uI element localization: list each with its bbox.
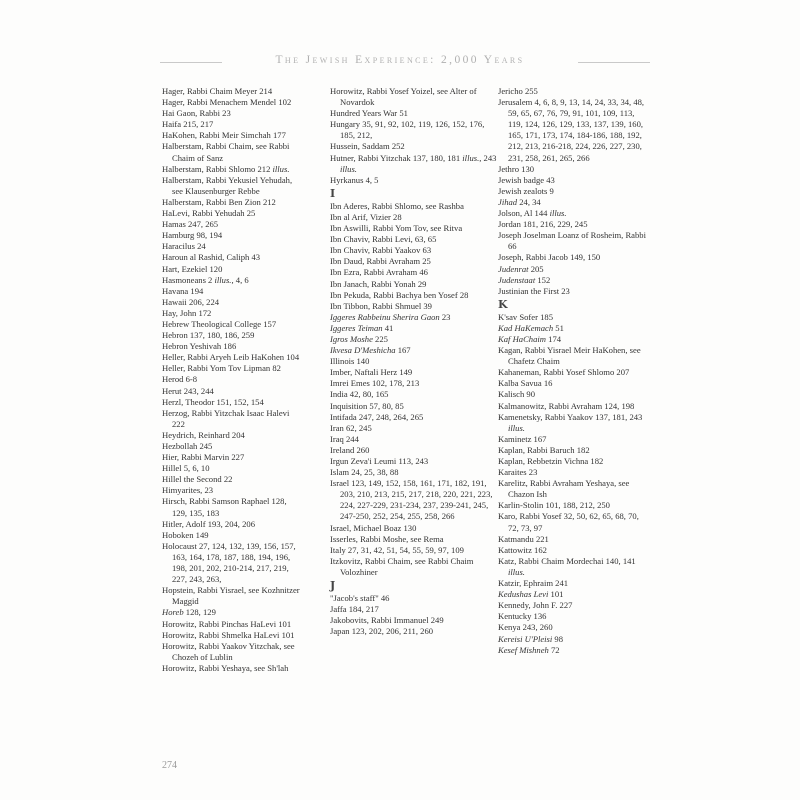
- index-entry-text: Iran 62, 245: [330, 422, 372, 433]
- index-entry: [330, 556, 498, 578]
- index-entry-text: Islam 24, 25, 38, 88: [330, 467, 399, 478]
- index-entry-text: "Jacob's staff" 46: [330, 593, 390, 604]
- index-entry: [330, 345, 498, 356]
- illus-marker: illus.: [508, 422, 525, 433]
- index-entry-text: Katz, Rabbi Chaim Mordechai 140, 141: [498, 555, 636, 566]
- index-entry: [330, 175, 498, 186]
- index-entry: [162, 141, 302, 163]
- index-entry-text: Hager, Rabbi Chaim Meyer 214: [162, 86, 273, 96]
- index-entry-text: Kaf HaChaim: [498, 333, 546, 344]
- index-entry-pages: 23: [439, 311, 451, 322]
- index-entry-text: Ibn Aderes, Rabbi Shlomo, see Rashba: [330, 200, 464, 211]
- index-entry-text: Horowitz, Rabbi Pinchas HaLevi 101: [162, 618, 292, 629]
- index-entry-pages: 225: [372, 333, 388, 344]
- index-entry-text: Ibn Aswilli, Rabbi Yom Tov, see Ritva: [330, 223, 463, 234]
- index-entry-text: Karaites 23: [498, 467, 538, 478]
- index-entry: [498, 545, 650, 556]
- index-entry-text: Iggeres Rabbeinu Sherira Gaon: [330, 311, 440, 322]
- index-entry-text: Ireland 260: [330, 444, 370, 455]
- index-entry-pages: 51: [553, 322, 564, 333]
- index-entry-text: Karlin-Stolin 101, 188, 212, 250: [498, 500, 610, 511]
- index-entry-text: Kenya 243, 260: [498, 622, 553, 633]
- index-entry-text: Hundred Years War 51: [330, 108, 408, 119]
- index-entry-text: Hai Gaon, Rabbi 23: [162, 108, 231, 119]
- index-entry-text: Jihad: [498, 196, 518, 207]
- index-entry-text: Israel, Michael Boaz 130: [330, 522, 417, 533]
- index-entry-text: Haifa 215, 217: [162, 119, 214, 130]
- index-entry: [162, 341, 302, 352]
- index-entry-text: Hitler, Adolf 193, 204, 206: [162, 518, 255, 529]
- index-entry-text: Hier, Rabbi Marvin 227: [162, 452, 245, 463]
- index-entry: [498, 197, 650, 208]
- index-entry: [330, 626, 498, 637]
- index-entry-text: Kattowitz 162: [498, 544, 547, 555]
- index-entry-text: Herzl, Theodor 151, 152, 154: [162, 396, 264, 407]
- index-entry: [330, 593, 498, 604]
- index-entry-text: Kedushas Levi: [498, 589, 549, 600]
- index-entry-text: Israel 123, 149, 152, 158, 161, 171, 182, 191, 203, 210, 213, 215, 217, 218, 220, 221, 223, 224, 227-229, 231-234, 237, 239-241, 245, 247-250, 252, 254, 255, 258, 266: [330, 478, 493, 522]
- index-entry: [162, 197, 302, 208]
- index-entry: [330, 467, 498, 478]
- index-entry-text: Ibn Daud, Rabbi Avraham 25: [330, 256, 431, 267]
- index-entry-text: Kennedy, John F. 227: [498, 600, 573, 611]
- index-entry: [162, 363, 302, 374]
- index-entry: [498, 230, 650, 252]
- index-entry: [162, 397, 302, 408]
- index-entry: [330, 256, 498, 267]
- index-entry: [498, 456, 650, 467]
- index-entry-text: Katzir, Ephraim 241: [498, 578, 569, 589]
- index-entry-pages: 24, 34: [517, 196, 541, 207]
- index-entry-text: Kalmanowitz, Rabbi Avraham 124, 198: [498, 400, 635, 411]
- illus-marker: illus.: [270, 163, 290, 174]
- index-entry: [330, 301, 498, 312]
- index-entry-text: Jewish badge 43: [498, 174, 555, 185]
- index-entry: [330, 119, 498, 141]
- index-entry: [330, 86, 498, 108]
- index-entry: [162, 607, 302, 618]
- index-entry: [330, 615, 498, 626]
- index-entry: [162, 630, 302, 641]
- index-entry: [162, 308, 302, 319]
- index-entry: [330, 234, 498, 245]
- index-entry-text: Horowitz, Rabbi Yosef Yoizel, see Alter of Novardok: [330, 86, 477, 108]
- index-entry-text: Jordan 181, 216, 229, 245: [498, 219, 588, 230]
- index-entry-text: Hutner, Rabbi Yitzchak 137, 180, 181: [330, 152, 461, 163]
- index-entry: [498, 252, 650, 263]
- index-entry-text: Kaminetz 167: [498, 433, 547, 444]
- header-rule-right: [578, 62, 650, 63]
- index-entry: [330, 604, 498, 615]
- index-entry-text: Kagan, Rabbi Yisrael Meir HaKohen, see Chafetz Chaim: [498, 345, 641, 367]
- index-entry-text: Herod 6-8: [162, 374, 198, 385]
- index-entry: [162, 408, 302, 430]
- index-entry-text: Heller, Rabbi Aryeh Leib HaKohen 104: [162, 352, 300, 363]
- section-letter-heading: J: [330, 579, 336, 593]
- index-entry-text: Heller, Rabbi Yom Tov Lipman 82: [162, 363, 281, 374]
- index-entry: [162, 663, 302, 674]
- index-entry-text: Jakobovits, Rabbi Immanuel 249: [330, 615, 444, 626]
- index-entry: [330, 141, 498, 152]
- index-entry: [162, 619, 302, 630]
- index-entry-text: Jewish zealots 9: [498, 185, 554, 196]
- index-entry-text: Hopstein, Rabbi Yisrael, see Kozhnitzer Maggid: [162, 585, 300, 607]
- index-entry-pages: , 4, 6: [231, 274, 249, 285]
- header-rule-left: [160, 62, 222, 63]
- index-entry-text: Hoboken 149: [162, 529, 209, 540]
- index-entry-text: Karo, Rabbi Yosef 32, 50, 62, 65, 68, 70, 72, 73, 97: [498, 511, 639, 533]
- index-entry: [330, 367, 498, 378]
- index-entry: [498, 511, 650, 533]
- index-entry: [162, 452, 302, 463]
- illus-marker: illus.: [508, 566, 525, 577]
- index-entry: [162, 108, 302, 119]
- index-entry: [162, 386, 302, 397]
- index-entry-pages: 152: [535, 274, 551, 285]
- index-entry: [162, 130, 302, 141]
- index-entry: [498, 467, 650, 478]
- index-entry-text: Hebron Yeshivah 186: [162, 341, 237, 352]
- index-entry-text: Jericho 255: [498, 86, 538, 96]
- illus-marker: illus.: [340, 163, 357, 174]
- index-entry: [162, 485, 302, 496]
- index-entry: [330, 201, 498, 212]
- index-entry-text: Hawaii 206, 224: [162, 296, 220, 307]
- index-entry: [330, 412, 498, 423]
- index-entry-text: Hirsch, Rabbi Samson Raphael 128, 129, 135, 183: [162, 496, 287, 518]
- index-entry-text: Irgun Zeva'i Leumi 113, 243: [330, 456, 429, 466]
- index-entry-text: Ibn Ezra, Rabbi Avraham 46: [330, 267, 428, 278]
- index-entry: [330, 389, 498, 400]
- index-entry-text: Itzkovitz, Rabbi Chaim, see Rabbi Chaim Volozhiner: [330, 555, 474, 577]
- index-entry: [162, 286, 302, 297]
- index-entry-text: Jaffa 184, 217: [330, 604, 379, 615]
- index-entry-text: Horowitz, Rabbi Yaakov Yitzchak, see Chozeh of Lublin: [162, 640, 295, 662]
- index-entry-text: Inquisition 57, 80, 85: [330, 400, 404, 411]
- index-entry: [330, 478, 498, 522]
- index-entry-text: Horowitz, Rabbi Shmelka HaLevi 101: [162, 629, 295, 640]
- index-entry-text: Hager, Rabbi Menachem Mendel 102: [162, 97, 292, 108]
- index-entry: [330, 267, 498, 278]
- index-entry-text: Havana 194: [162, 285, 204, 296]
- index-entry: [330, 456, 498, 467]
- index-entry-text: HaLevi, Rabbi Yehudah 25: [162, 208, 256, 219]
- index-entry: [162, 585, 302, 607]
- index-entry: [162, 164, 302, 175]
- index-entry: [162, 441, 302, 452]
- index-entry: [330, 356, 498, 367]
- index-entry: [498, 312, 650, 323]
- index-column-2: [330, 86, 498, 637]
- index-entry: [162, 86, 302, 97]
- index-entry-pages: 174: [546, 333, 562, 344]
- index-entry-text: Kad HaKemach: [498, 322, 554, 333]
- index-entry: [330, 223, 498, 234]
- index-entry-text: Judenstaat: [498, 274, 536, 285]
- index-entry-text: Hillel 5, 6, 10: [162, 463, 210, 474]
- index-entry-text: Imber, Naftali Herz 149: [330, 367, 413, 378]
- index-entry: [330, 245, 498, 256]
- index-entry-text: Hillel the Second 22: [162, 474, 233, 485]
- index-entry: [162, 430, 302, 441]
- section-letter-heading: I: [330, 186, 336, 200]
- index-entry: [498, 164, 650, 175]
- index-entry: [498, 323, 650, 334]
- index-entry-text: Illinois 140: [330, 356, 370, 367]
- index-entry-text: Heydrich, Reinhard 204: [162, 429, 245, 440]
- index-entry-pages: 205: [528, 263, 544, 274]
- illus-marker: illus.: [547, 208, 567, 219]
- index-entry: [498, 611, 650, 622]
- index-entry-text: Hasmoneans 2: [162, 274, 213, 285]
- index-entry: [498, 645, 650, 656]
- index-entry: [498, 478, 650, 500]
- index-entry-text: Haracilus 24: [162, 241, 206, 252]
- index-entry: [162, 463, 302, 474]
- index-entry: [162, 119, 302, 130]
- index-entry-text: Kamenetsky, Rabbi Yaakov 137, 181, 243: [498, 411, 643, 422]
- index-entry: [330, 334, 498, 345]
- index-entry: [498, 589, 650, 600]
- index-entry-pages: 98: [552, 633, 564, 644]
- index-entry-text: Kesef Mishneh: [498, 644, 549, 655]
- section-letter-heading: K: [498, 297, 508, 311]
- index-entry-pages: 101: [548, 589, 564, 600]
- index-entry: [330, 153, 498, 175]
- index-entry: [330, 523, 498, 534]
- index-entry: [498, 378, 650, 389]
- index-entry: [330, 323, 498, 334]
- index-entry-text: Halberstam, Rabbi Yekusiel Yehudah, see Klausenburger Rebbe: [162, 174, 293, 196]
- index-entry-text: India 42, 80, 165: [330, 389, 389, 400]
- index-entry: [498, 600, 650, 611]
- index-entry: [162, 252, 302, 263]
- index-entry: [330, 212, 498, 223]
- index-entry-text: Katmandu 221: [498, 533, 549, 544]
- index-entry: [330, 545, 498, 556]
- index-entry: [498, 175, 650, 186]
- index-entry-text: Kalba Savua 16: [498, 378, 553, 389]
- index-entry-text: Kaplan, Rabbi Baruch 182: [498, 444, 590, 455]
- index-entry-pages: 72: [548, 644, 560, 655]
- index-entry-text: Halberstam, Rabbi Shlomo 212: [162, 163, 271, 174]
- index-entry: [498, 186, 650, 197]
- index-entry: [162, 374, 302, 385]
- index-entry: [498, 345, 650, 367]
- index-entry: [498, 434, 650, 445]
- index-entry-pages: 167: [395, 345, 411, 356]
- index-entry: [330, 423, 498, 434]
- index-entry-text: Kalisch 90: [498, 389, 535, 400]
- index-entry: [162, 230, 302, 241]
- index-entry-text: Hungary 35, 91, 92, 102, 119, 126, 152, 176, 185, 212,: [330, 119, 485, 141]
- index-entry-text: Halberstam, Rabbi Chaim, see Rabbi Chaim of Sanz: [162, 141, 290, 163]
- index-entry: [498, 275, 650, 286]
- index-entry: [330, 534, 498, 545]
- index-entry-text: Jerusalem 4, 6, 8, 9, 13, 14, 24, 33, 34, 48, 59, 65, 67, 76, 79, 91, 101, 109, 113, 119, 124, 126, 129, 133, 137, 139, 160, 165, 171, 173, 174, 184-186, 188, 192, 212, 213, 216-218, 224, 226, 227, 230, 231, 258, 261, 265, 266: [498, 97, 645, 163]
- index-entry-text: Igros Moshe: [330, 333, 373, 344]
- page-number: 274: [162, 760, 177, 771]
- index-entry: [162, 297, 302, 308]
- index-entry-text: Justinian the First 23: [498, 285, 570, 296]
- index-entry-text: Jolson, Al 144: [498, 208, 548, 219]
- index-entry: [498, 412, 650, 434]
- index-entry: [498, 334, 650, 345]
- index-entry-text: Ibn Chaviv, Rabbi Yaakov 63: [330, 245, 432, 256]
- index-entry-text: Hebron 137, 180, 186, 259: [162, 330, 255, 341]
- index-entry-text: Hezbollah 245: [162, 441, 213, 451]
- index-entry: [498, 86, 650, 97]
- index-entry-text: Halberstam, Rabbi Ben Zion 212: [162, 196, 276, 207]
- index-entry: [330, 445, 498, 456]
- index-entry-text: Ibn Tibbon, Rabbi Shmuel 39: [330, 300, 432, 311]
- index-entry: [162, 319, 302, 330]
- index-column-1: [162, 86, 302, 674]
- index-entry-pages: 41: [382, 322, 394, 333]
- index-entry: [498, 208, 650, 219]
- index-entry-text: Herzog, Rabbi Yitzchak Isaac Halevi 222: [162, 407, 290, 429]
- index-entry-text: Italy 27, 31, 42, 51, 54, 55, 59, 97, 109: [330, 544, 464, 555]
- index-entry: [498, 622, 650, 633]
- index-entry: [330, 401, 498, 412]
- illus-marker: illus.: [212, 274, 232, 285]
- index-entry-text: K'sav Sofer 185: [498, 311, 554, 322]
- index-entry: [498, 578, 650, 589]
- index-entry: [330, 290, 498, 301]
- index-entry: [498, 634, 650, 645]
- index-entry-text: Hay, John 172: [162, 307, 212, 318]
- index-entry: [330, 312, 498, 323]
- index-entry-text: Joseph, Rabbi Jacob 149, 150: [498, 252, 601, 263]
- index-entry-text: Kentucky 136: [498, 611, 547, 622]
- index-entry-text: Himyarites, 23: [162, 485, 214, 496]
- index-entry: [162, 97, 302, 108]
- index-entry-text: Ibn Chaviv, Rabbi Levi, 63, 65: [330, 234, 437, 245]
- index-entry: [498, 367, 650, 378]
- index-entry: [162, 330, 302, 341]
- index-entry-text: Kahaneman, Rabbi Yosef Shlomo 207: [498, 367, 630, 378]
- index-entry-text: Karelitz, Rabbi Avraham Yeshaya, see Chazon Ish: [498, 478, 630, 500]
- index-entry-text: Japan 123, 202, 206, 211, 260: [330, 626, 434, 637]
- index-entry: [330, 279, 498, 290]
- index-entry: [498, 389, 650, 400]
- index-entry-text: Ikvesa D'Meshicha: [330, 345, 396, 356]
- index-entry: [498, 500, 650, 511]
- index-entry-text: Iggeres Teiman: [330, 322, 383, 333]
- index-entry-text: Hussein, Saddam 252: [330, 141, 405, 152]
- index-entry-text: Hart, Ezekiel 120: [162, 263, 223, 274]
- index-entry: [162, 496, 302, 518]
- index-entry-text: Isserles, Rabbi Moshe, see Rema: [330, 533, 444, 544]
- index-entry: [498, 401, 650, 412]
- index-entry-pages: , 243: [479, 152, 497, 163]
- index-entry-text: HaKohen, Rabbi Meir Simchah 177: [162, 130, 286, 141]
- index-entry-text: Judenrat: [498, 263, 529, 274]
- index-entry-pages: 128, 129: [183, 607, 216, 618]
- index-entry: [498, 534, 650, 545]
- index-entry-text: Ibn Pekuda, Rabbi Bachya ben Yosef 28: [330, 289, 469, 300]
- index-entry: [162, 519, 302, 530]
- index-entry-text: Kereisi U'Pleisi: [498, 633, 553, 644]
- index-entry-text: Haroun al Rashid, Caliph 43: [162, 252, 261, 263]
- illus-marker: illus.: [460, 152, 480, 163]
- running-header: [0, 52, 800, 70]
- index-column-3: [498, 86, 650, 656]
- index-entry: [330, 108, 498, 119]
- index-entry: [162, 474, 302, 485]
- index-entry: [162, 541, 302, 585]
- index-entry: [162, 275, 302, 286]
- index-entry-text: Imrei Emes 102, 178, 213: [330, 378, 420, 389]
- index-entry-text: Intifada 247, 248, 264, 265: [330, 411, 424, 422]
- index-entry: [498, 219, 650, 230]
- index-entry-text: Joseph Joselman Loanz of Rosheim, Rabbi 66: [498, 230, 646, 252]
- index-entry-text: Iraq 244: [330, 433, 359, 444]
- index-entry-text: Horowitz, Rabbi Yeshaya, see Sh'lah: [162, 662, 289, 673]
- index-entry-text: Ibn al Arif, Vizier 28: [330, 211, 402, 222]
- header-title: The Jewish Experience: 2,000 Years: [275, 54, 525, 66]
- index-entry-text: Horeb: [162, 607, 184, 618]
- index-entry-text: Holocaust 27, 124, 132, 139, 156, 157, 163, 164, 178, 187, 188, 194, 196, 198, 201, 202, 210-214, 217, 219, 227, 243, 263,: [162, 540, 296, 585]
- index-entry: [498, 556, 650, 578]
- index-entry-text: Hyrkanus 4, 5: [330, 174, 379, 185]
- index-entry: [162, 530, 302, 541]
- index-entry-text: Hamburg 98, 194: [162, 230, 223, 241]
- index-entry: [162, 352, 302, 363]
- index-entry: [162, 264, 302, 275]
- index-entry: [162, 175, 302, 197]
- index-entry-text: Hamas 247, 265: [162, 219, 219, 230]
- index-entry-text: Kaplan, Rebbetzin Vichna 182: [498, 456, 604, 466]
- index-entry: [498, 264, 650, 275]
- index-entry-text: Herut 243, 244: [162, 385, 214, 396]
- index-entry-text: Jethro 130: [498, 163, 535, 174]
- index-entry: [330, 378, 498, 389]
- index-entry: [498, 97, 650, 164]
- index-entry: [498, 286, 650, 297]
- index-entry: [162, 641, 302, 663]
- index-entry-text: Hebrew Theological College 157: [162, 318, 277, 329]
- index-entry: [498, 445, 650, 456]
- index-entry: [162, 219, 302, 230]
- index-entry: [162, 241, 302, 252]
- index-entry: [162, 208, 302, 219]
- index-entry-text: Ibn Janach, Rabbi Yonah 29: [330, 278, 427, 289]
- index-entry: [330, 434, 498, 445]
